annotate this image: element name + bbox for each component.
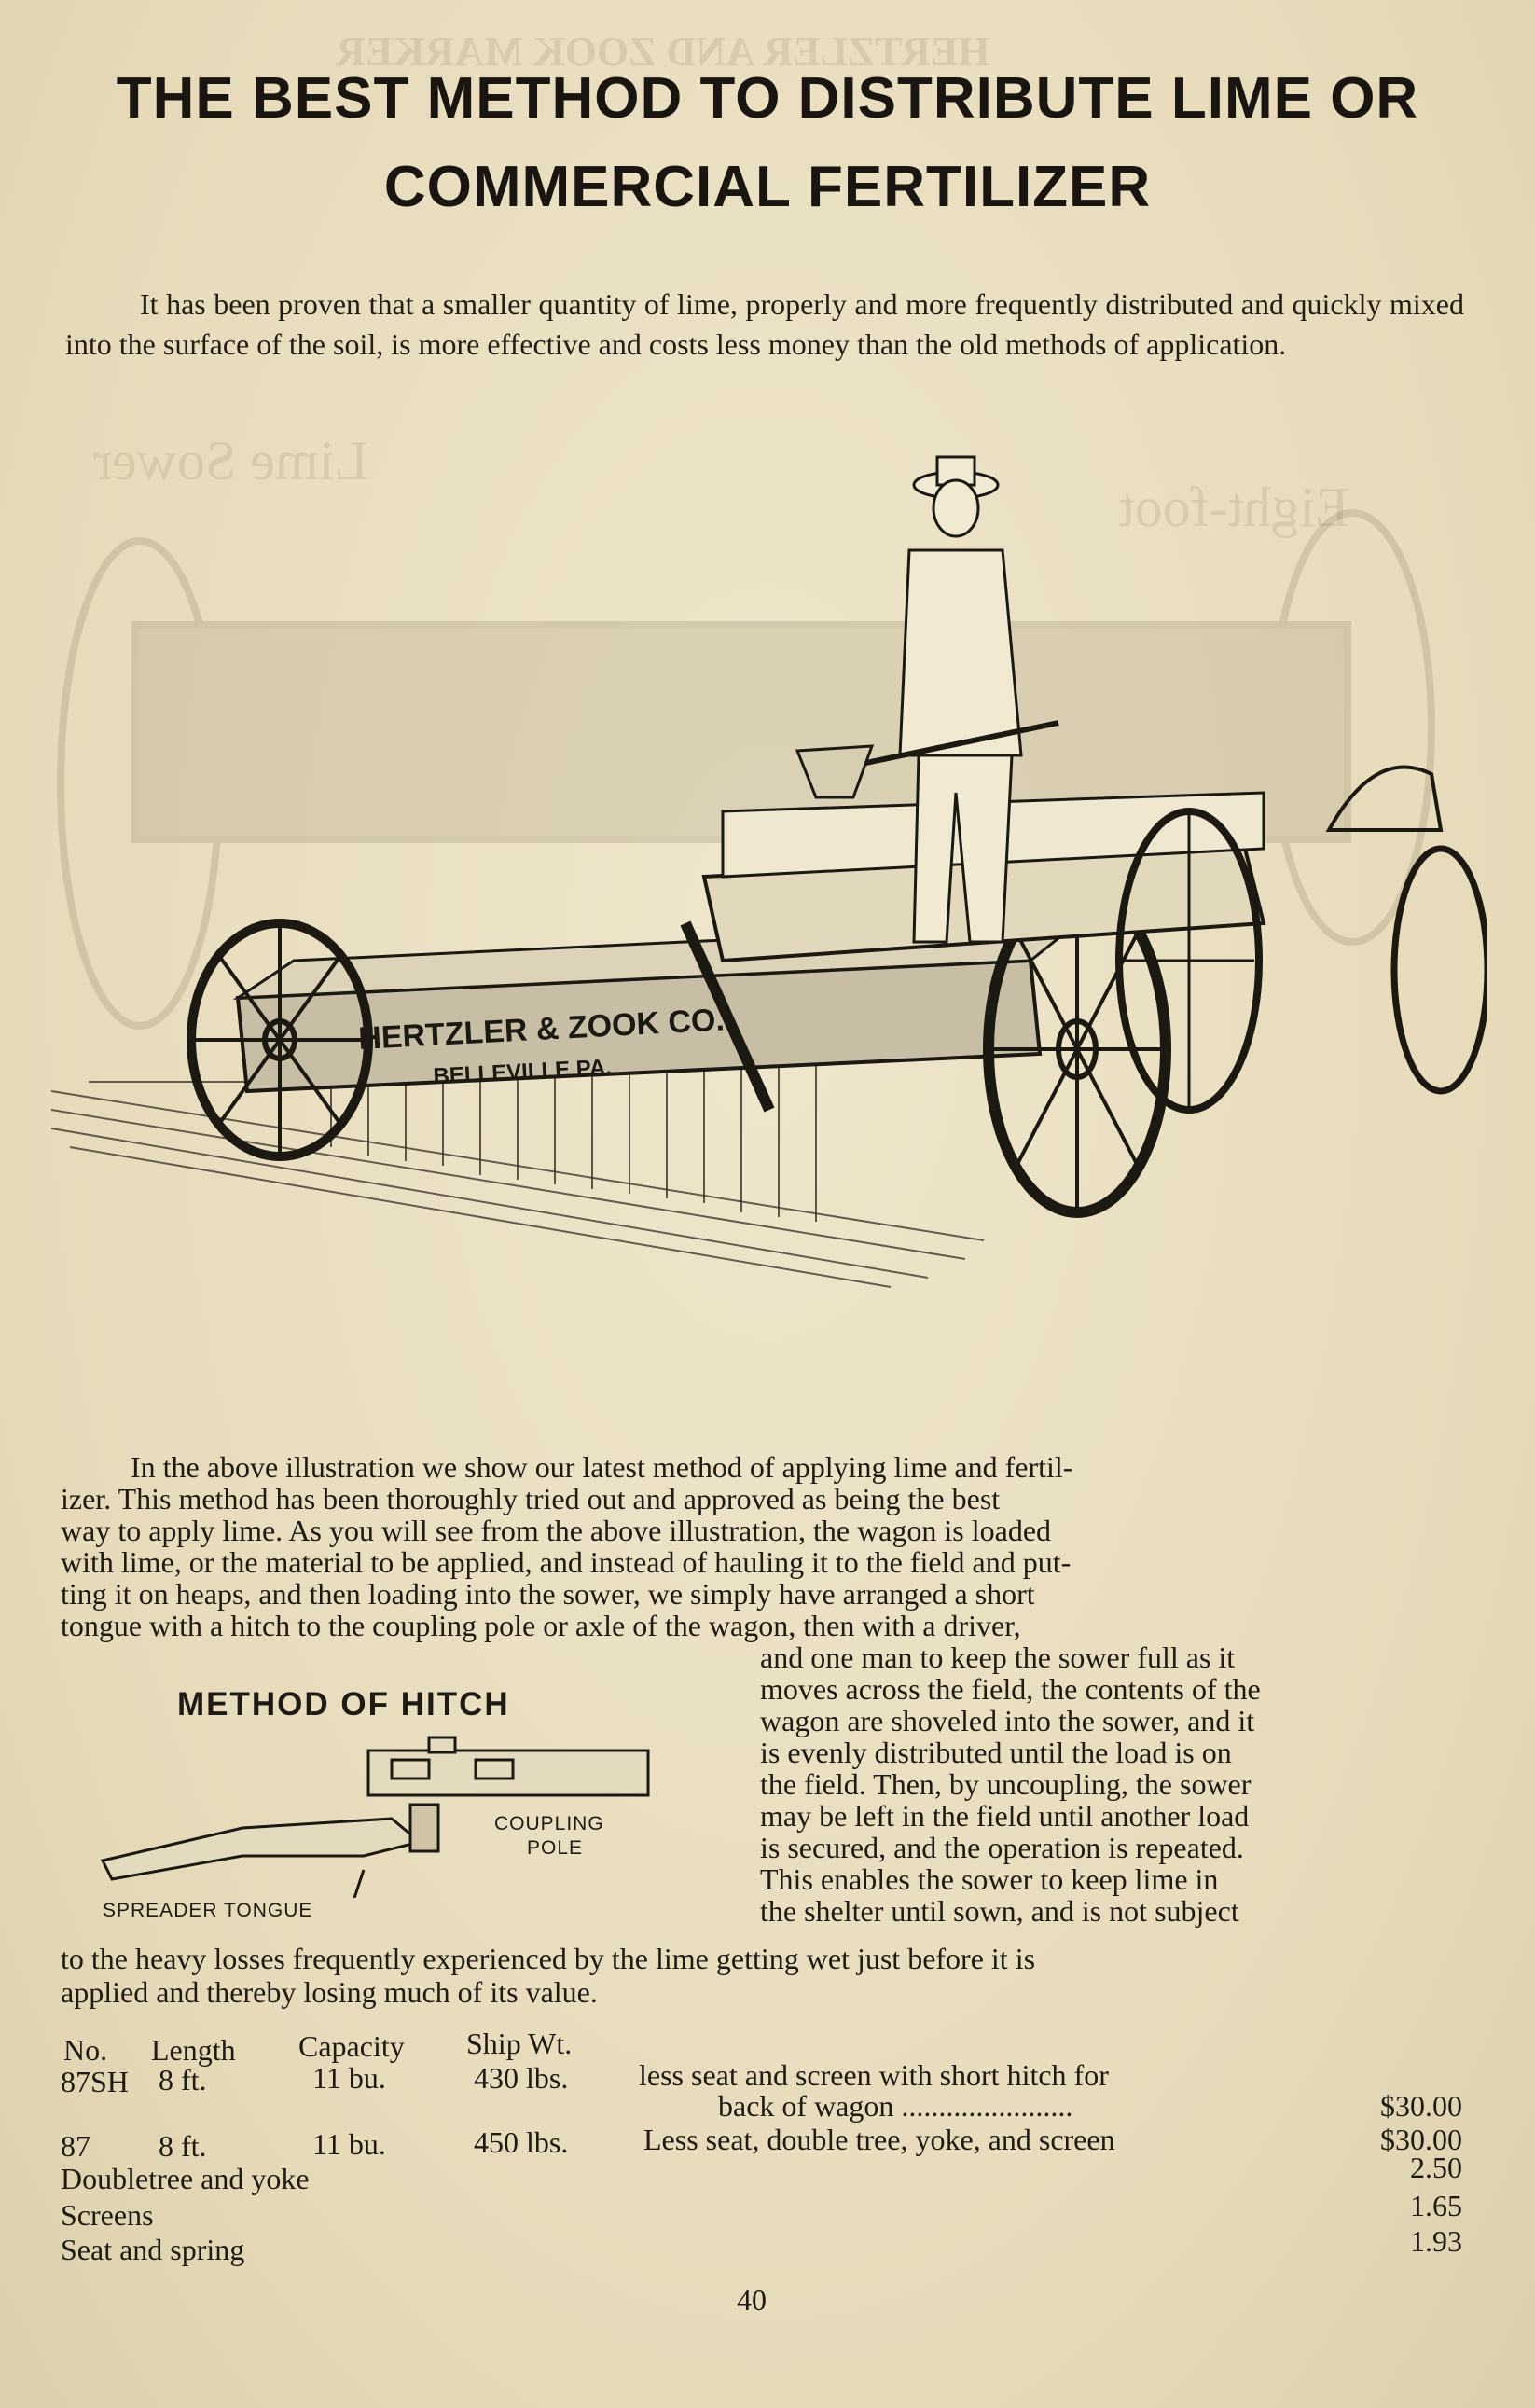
page-number: 40 [737,2283,767,2317]
coupling-pole-label-2: POLE [527,1837,584,1859]
bleed-through-text: HERTZLER AND ZOOK MARKER [336,29,990,75]
body-line: way to apply lime. As you will see from the above illustration, the wagon is loaded [61,1514,1052,1547]
spreader-tongue-label: SPREADER TONGUE [103,1900,313,1921]
hitch-title: METHOD OF HITCH [177,1686,510,1723]
side-line: is secured, and the operation is repeated. [760,1831,1244,1864]
row-87sh-desc-2: back of wagon ....................... [718,2089,1073,2123]
closing-line: to the heavy losses frequently experienced by the lime getting wet just before it is [61,1942,1036,1975]
col-header-weight: Ship Wt. [466,2027,573,2060]
coupling-pole-label: COUPLING [494,1813,604,1834]
col-header-no: No. [63,2033,108,2067]
row-87-price: $30.00 [1380,2123,1462,2156]
row-87sh-price: $30.00 [1380,2089,1462,2123]
body-line: In the above illustration we show our latest method of applying lime and fertil- [131,1450,1073,1484]
side-line: and one man to keep the sower full as it [760,1640,1236,1674]
closing-line: applied and thereby losing much of its value. [61,1975,598,2009]
side-line: is evenly distributed until the load is on [760,1736,1232,1769]
side-line: moves across the field, the contents of the [760,1672,1261,1706]
side-line: the field. Then, by uncoupling, the sower [760,1767,1252,1801]
body-line: ting it on heaps, and then loading into the sower, we simply have arranged a short [61,1577,1035,1611]
extra-item: Doubletree and yoke [61,2162,310,2195]
row-87sh-desc: less seat and screen with short hitch for [639,2058,1109,2092]
body-line: tongue with a hitch to the coupling pole or axle of the wagon, then with a driver, [61,1609,1021,1642]
row-87sh-weight: 430 lbs. [474,2061,569,2095]
extra-price: 2.50 [1410,2151,1462,2184]
lime-sower-illustration [51,438,1487,1380]
row-87sh-no: 87SH [61,2065,129,2098]
extra-price: 1.65 [1410,2189,1462,2222]
extra-price: 1.93 [1410,2224,1462,2258]
row-87-weight: 450 lbs. [474,2125,569,2159]
row-87-desc: Less seat, double tree, yoke, and screen [643,2123,1115,2156]
row-87sh-length: 8 ft. [159,2063,207,2097]
col-header-length: Length [151,2033,236,2067]
row-87sh-capacity: 11 bu. [312,2061,386,2095]
body-line: with lime, or the material to be applied, and instead of hauling it to the field and put- [61,1545,1072,1579]
sower-company-label: HERTZLER & ZOOK CO. [357,1002,726,1057]
extra-item: Seat and spring [61,2233,245,2266]
side-line: wagon are shoveled into the sower, and it [760,1704,1255,1737]
row-87-length: 8 ft. [159,2129,207,2163]
bleed-through-text: Eight-foot [1119,477,1349,538]
sower-location-label: BELLEVILLE PA. [432,1055,613,1089]
page-title-line-2: COMMERCIAL FERTILIZER [383,155,1152,219]
row-87-no: 87 [61,2129,90,2163]
body-line: izer. This method has been thoroughly tried out and approved as being the best [61,1482,1001,1515]
bleed-through-text: Lime Sower [93,430,368,491]
row-87-capacity: 11 bu. [312,2127,386,2161]
col-header-capacity: Capacity [298,2029,405,2063]
sower-left-wheel [191,923,368,1156]
side-line: may be left in the field until another load [760,1799,1250,1833]
page-title-line-1: THE BEST METHOD TO DISTRIBUTE LIME OR [116,66,1419,131]
extra-item: Screens [61,2198,154,2232]
intro-paragraph: It has been proven that a smaller quantity of lime, properly and more frequently distributed and quickly mixed into the surface of the soil, is more effective and costs less money than the old methods of application. [65,287,1464,361]
side-line: the shelter until sown, and is not subject [760,1894,1239,1928]
side-line: This enables the sower to keep lime in [760,1862,1219,1896]
